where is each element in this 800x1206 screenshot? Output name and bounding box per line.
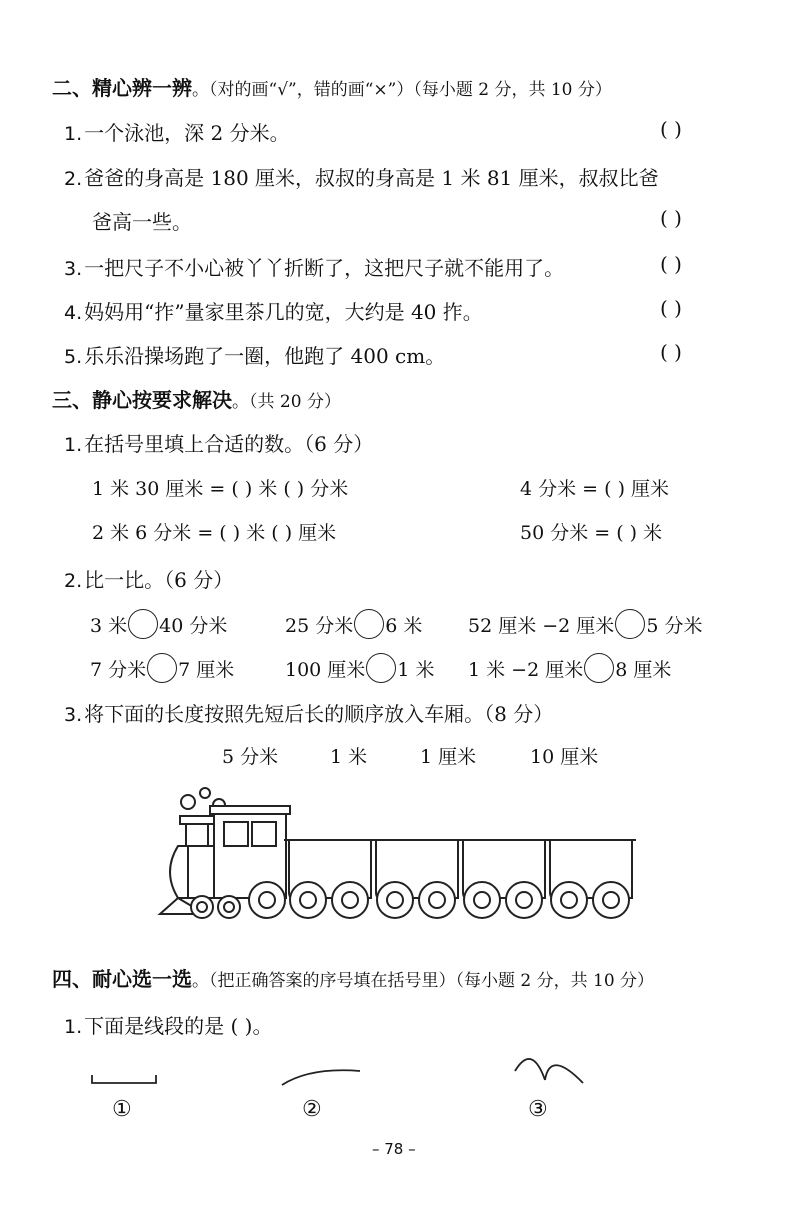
option-1[interactable]: ① [112,1097,132,1122]
section4-heading [52,963,654,992]
q4-1: 1. 下面是线段的是 ( )。 [64,1014,273,1038]
section4-note: 。（把正确答案的序号填在括号里）（每小题 2 分，共 10 分） [192,971,655,991]
answer-paren[interactable]: ( ) [660,252,682,276]
answer-paren[interactable]: ( ) [660,296,682,320]
fill-row-2b[interactable]: 50 分米 = ( ) 米 [520,522,663,544]
q3-3: 3. 将下面的长度按照先短后长的顺序放入车厢。（8 分） [64,702,554,726]
q2-4: 4. 妈妈用“拃”量家里茶几的宽，大约是 40 拃。 [64,300,483,324]
option-2[interactable]: ② [302,1097,322,1122]
curve-figure [282,1070,360,1085]
section3-title: 三、静心按要求解决 [52,388,232,412]
compare-circle[interactable] [615,609,645,639]
section4-title: 四、耐心选一选 [52,967,192,991]
option-3[interactable]: ③ [528,1097,548,1122]
train-illustration [0,780,800,930]
section3-heading [52,384,341,413]
q2-3: 3. 一把尺子不小心被丫丫折断了，这把尺子就不能用了。 [64,256,565,280]
q2-5: 5. 乐乐沿操场跑了一圈，他跑了 400 cm。 [64,344,446,368]
compare-item: 1 米 −2 厘米 8 厘米 [468,653,671,683]
compare-circle[interactable] [354,609,384,639]
q3-2: 2. 比一比。（6 分） [64,568,234,592]
length-item: 10 厘米 [530,746,599,768]
q3-1: 1. 在括号里填上合适的数。（6 分） [64,432,374,456]
compare-item: 7 分米 7 厘米 [90,653,234,683]
section3-note: 。（共 20 分） [232,392,341,412]
arc-figure [515,1059,583,1083]
answer-paren[interactable]: ( ) [660,117,682,141]
length-item: 1 厘米 [420,746,477,768]
q2-2: 2. 爸爸的身高是 180 厘米，叔叔的身高是 1 米 81 厘米，叔叔比爸 [64,166,659,190]
q2-1: 1. 一个泳池，深 2 分米。 [64,121,290,145]
length-item: 5 分米 [222,746,279,768]
compare-item: 3 米 40 分米 [90,609,227,639]
line-segment-figure [92,1075,156,1083]
compare-item: 25 分米 6 米 [285,609,422,639]
section2-heading [52,72,612,101]
section2-title: 二、精心辨一辨 [52,76,192,100]
fill-row-1a[interactable]: 1 米 30 厘米 = ( ) 米 ( ) 分米 [92,478,349,500]
answer-paren[interactable]: ( ) [660,340,682,364]
q2-2-cont: 爸高一些。 [92,210,192,234]
fill-row-1b[interactable]: 4 分米 = ( ) 厘米 [520,478,670,500]
compare-item: 52 厘米 −2 厘米 5 分米 [468,609,702,639]
compare-item: 100 厘米 1 米 [285,653,434,683]
page-number: – 78 – [372,1140,416,1158]
compare-circle[interactable] [147,653,177,683]
compare-circle[interactable] [584,653,614,683]
compare-circle[interactable] [128,609,158,639]
length-item: 1 米 [330,746,368,768]
answer-paren[interactable]: ( ) [660,206,682,230]
option-figures [0,1045,800,1095]
fill-row-2a[interactable]: 2 米 6 分米 = ( ) 米 ( ) 厘米 [92,522,337,544]
compare-circle[interactable] [366,653,396,683]
section2-note: 。（对的画“√”，错的画“×”）（每小题 2 分，共 10 分） [192,80,612,100]
